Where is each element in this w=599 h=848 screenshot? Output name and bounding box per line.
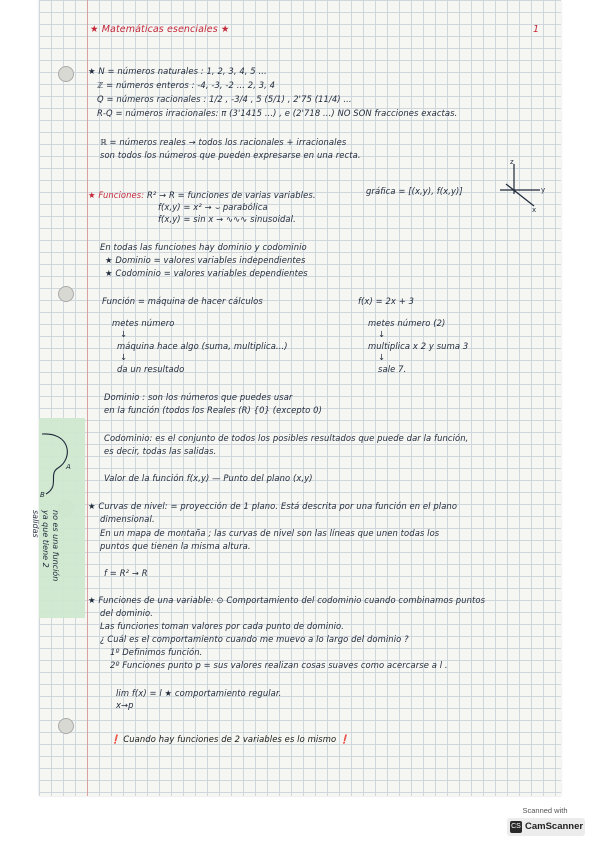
funciones-example-1: f(x,y) = x² → ⌣ parabólica: [158, 202, 268, 212]
binder-hole-4: [58, 718, 74, 734]
axis-z-label: z: [510, 160, 514, 166]
funciones-example-2: f(x,y) = sin x → ∿∿∿ sinusoidal.: [158, 214, 296, 224]
funciones-label: ★ Funciones:: [88, 190, 145, 200]
funcion-example-1: metes número (2): [368, 318, 446, 328]
sticky-text: [30, 510, 60, 581]
curvas-line-2: dimensional.: [100, 514, 155, 524]
binder-hole-1: [58, 66, 74, 82]
variable-line-2: del dominio.: [100, 608, 154, 618]
set-integers: ℤ = números enteros : -4, -3, -2 ... 2, 3, 4: [97, 80, 276, 90]
funcion-example-2: multiplica x 2 y suma 3: [368, 341, 469, 351]
3d-axes-icon: [496, 160, 548, 212]
dominio-def-1: Dominio : son los números que puedes usar: [104, 392, 293, 402]
codominio-def-2: es decir, todas las salidas.: [104, 446, 217, 456]
variable-note: ❗ Cuando hay funciones de 2 variables es lo mismo ❗: [110, 734, 350, 744]
variable-line-5: 1º Definimos función.: [110, 647, 203, 657]
scanned-with-text: Scanned with: [522, 806, 568, 815]
curve-sketch-icon: [40, 428, 84, 498]
funciones-section: [88, 190, 316, 201]
arrow-down-icon: ↓: [378, 352, 386, 362]
curvas-formula: f = R² → R: [104, 568, 148, 578]
variable-line-4: ¿ Cuál es el comportamiento cuando me muevo a lo largo del dominio ?: [100, 634, 409, 644]
funcion-step-1: metes número: [112, 318, 175, 328]
arrow-down-icon: ↓: [378, 329, 386, 339]
camscanner-watermark: [503, 806, 587, 840]
funciones-graph: gráfica = [(x,y), f(x,y)]: [366, 186, 463, 196]
variable-line-3: Las funciones toman valores por cada punto de dominio.: [100, 621, 345, 631]
camscanner-logo-icon: CS: [510, 821, 522, 833]
limit-expression: lim f(x) = l ★ comportamiento regular.: [116, 688, 282, 698]
set-rationals: Q = números racionales : 1/2 , -3/4 , 5 (5/1) , 2'75 (11/4) ...: [97, 94, 352, 104]
funcion-label: Función = máquina de hacer cálculos: [102, 296, 263, 306]
limit-subscript: x→p: [116, 700, 134, 710]
set-irrationals: R-Q = números irracionales: π (3'1415 ...) , e (2'718 ...) NO SON fracciones exactas.: [97, 108, 458, 118]
sticky-label-a: A: [66, 463, 71, 471]
margin-line: [87, 0, 88, 796]
set-reals-desc: son todos los números que pueden expresarse en una recta.: [100, 150, 361, 160]
binder-hole-2: [58, 286, 74, 302]
arrow-down-icon: ↓: [120, 329, 128, 339]
set-reals: ℝ = números reales → todos los racionales + irracionales: [100, 137, 347, 147]
camscanner-badge: [507, 818, 585, 836]
funcion-step-2: máquina hace algo (suma, multiplica...): [117, 341, 288, 351]
dominio-line: ★ Dominio = valores variables independientes: [105, 255, 306, 265]
codominio-line: ★ Codominio = valores variables dependientes: [105, 268, 308, 278]
curvas-line-4: puntos que tienen la misma altura.: [100, 541, 251, 551]
funcion-example-fx: f(x) = 2x + 3: [358, 296, 415, 306]
sticky-line-3: salidas: [31, 510, 40, 538]
funciones-def: R² → R = funciones de varias variables.: [146, 190, 316, 200]
variable-line-1: ★ Funciones de una variable: ⊙ Comportamiento del codominio cuando combinamos puntos: [88, 595, 486, 605]
page-number: 1: [533, 24, 540, 35]
arrow-down-icon: ↓: [120, 352, 128, 362]
dominio-intro: En todas las funciones hay dominio y codominio: [100, 242, 307, 252]
sticky-line-1: no es una función: [51, 510, 60, 582]
curvas-line-3: En un mapa de montaña ; las curvas de nivel son las líneas que unen todas los: [100, 528, 440, 538]
curvas-line-1: ★ Curvas de nivel: = proyección de 1 plano. Está descrita por una función en el plano: [88, 501, 458, 511]
camscanner-brand: CamScanner: [525, 821, 584, 832]
funcion-step-3: da un resultado: [117, 364, 185, 374]
codominio-def-1: Codominio: es el conjunto de todos los posibles resultados que puede dar la función,: [104, 433, 469, 443]
axis-x-label: x: [532, 206, 537, 212]
page-title: ★ Matemáticas esenciales ★: [90, 24, 230, 35]
sticky-line-2: ya que tiene 2: [41, 510, 50, 568]
funcion-example-3: sale 7.: [378, 364, 407, 374]
valor-funcion: Valor de la función f(x,y) — Punto del plano (x,y): [104, 473, 313, 483]
sticky-label-b: B: [40, 491, 45, 499]
dominio-def-2: en la función (todos los Reales (R) {0} (excepto 0): [104, 405, 322, 415]
variable-line-6: 2º Funciones punto p = sus valores realizan cosas suaves como acercarse a l .: [110, 660, 448, 670]
set-naturals: ★ N = números naturales : 1, 2, 3, 4, 5 ...: [88, 66, 267, 76]
axis-y-label: y: [541, 186, 546, 194]
